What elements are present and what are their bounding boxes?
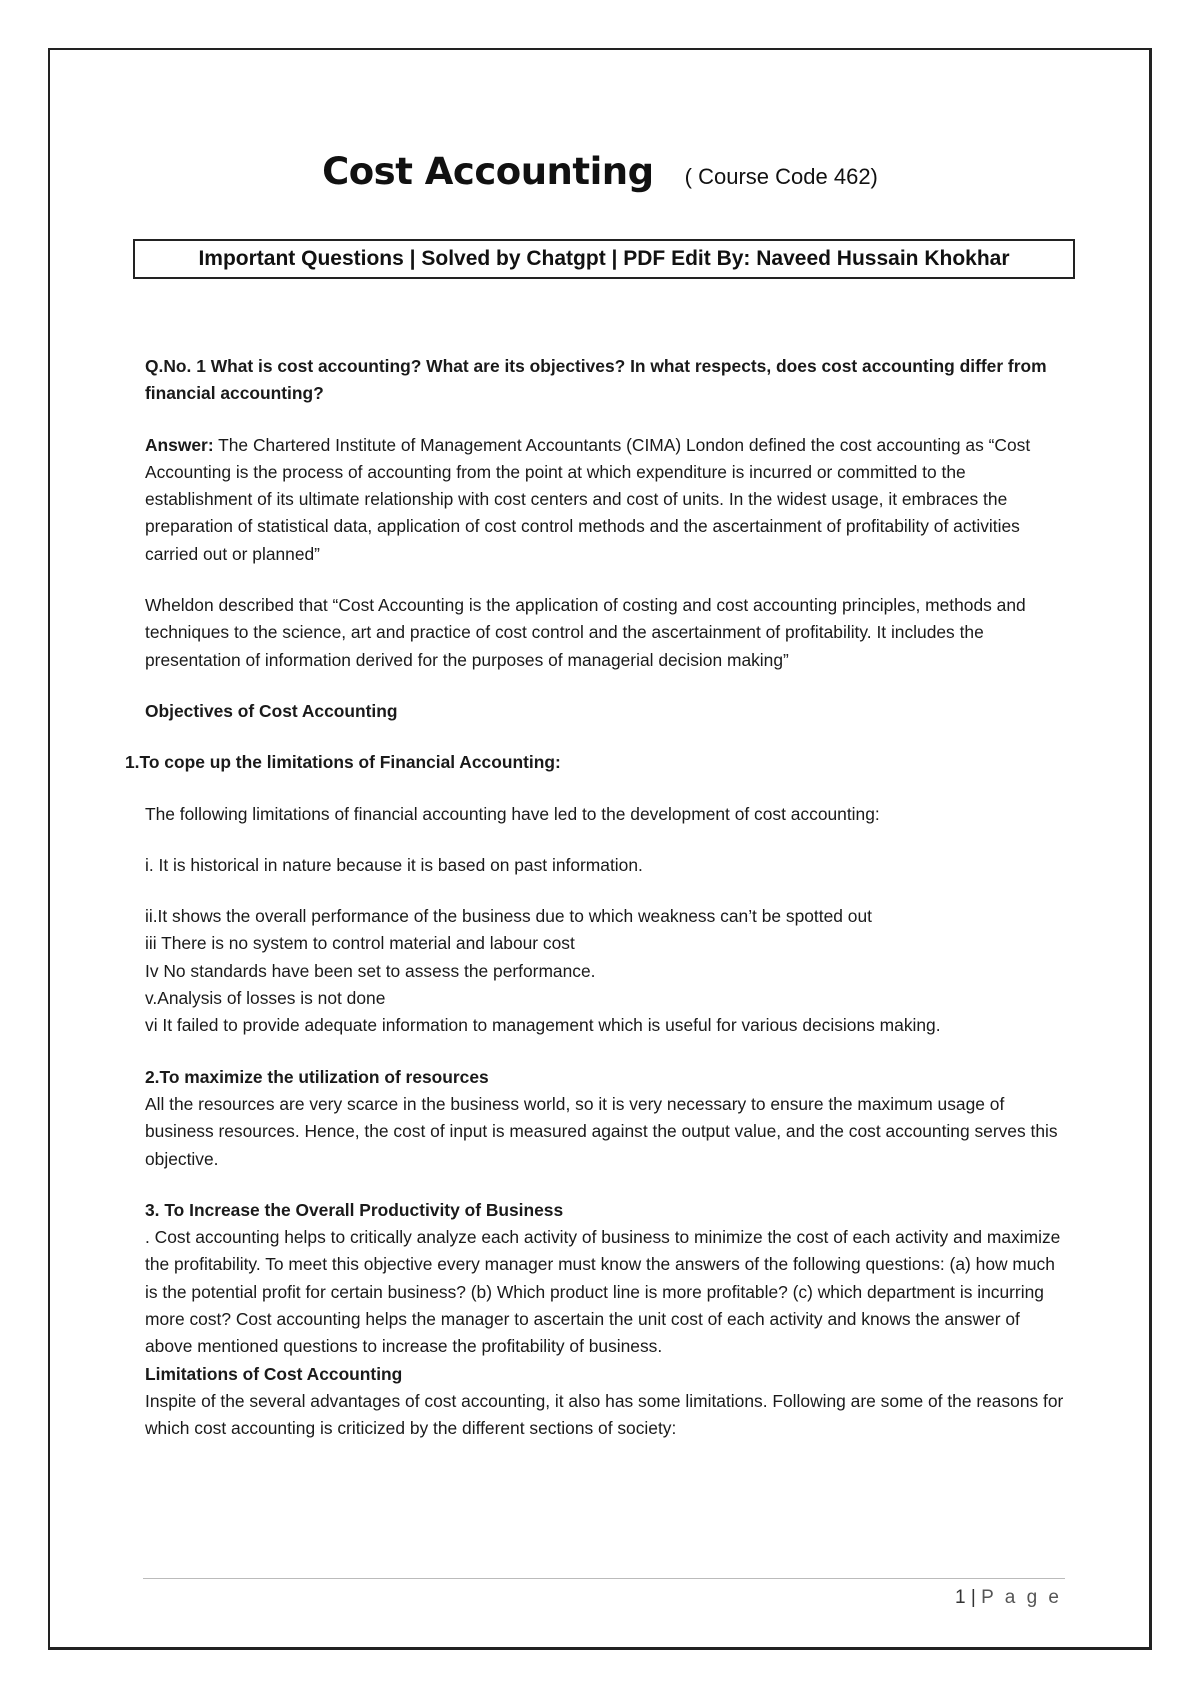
objectives-heading: Objectives of Cost Accounting — [145, 700, 398, 721]
objective-3-heading: 3. To Increase the Overall Productivity of Business — [145, 1199, 564, 1220]
limitation-item: Iv No standards have been set to assess the performance. — [145, 960, 596, 981]
document-title: Cost Accounting — [322, 150, 654, 193]
limitation-item: iii There is no system to control material and labour cost — [145, 933, 575, 954]
info-banner: Important Questions | Solved by Chatgpt | PDF Edit By: Naveed Hussain Khokhar — [133, 239, 1075, 279]
course-code: ( Course Code 462) — [684, 164, 878, 189]
objective-1-intro: The following limitations of financial accounting have led to the development of cost accounting: — [145, 803, 880, 824]
objective-1-heading: 1.To cope up the limitations of Financial Accounting: — [125, 752, 561, 773]
page-footer — [955, 1587, 1062, 1609]
answer-label: Answer: — [145, 434, 214, 455]
limitations-text: Inspite of the several advantages of cost accounting, it also has some limitations. Following are some of the reasons for which cost accounting is criticized by the different sections of society: — [145, 1390, 1064, 1439]
limitation-item: ii.It shows the overall performance of the business due to which weakness can’t be spotted out — [145, 906, 872, 927]
document-body — [125, 353, 1065, 1443]
footer-divider — [143, 1578, 1065, 1579]
document-title-row — [0, 150, 1200, 193]
wheldon-paragraph: Wheldon described that “Cost Accounting is the application of costing and cost accounting principles, methods and techniques to the science, art and practice of cost control and the ascertainment of profitability. It includes the presentation of information derived for the purposes of managerial decision making” — [145, 595, 1026, 670]
objective-3-text: . Cost accounting helps to critically analyze each activity of business to minimize the cost of each activity and maximize the profitability. To meet this objective every manager must know the answers of the following questions: (a) how much is the potential profit for certain business? (b) Which product line is more profitable? (c) which department is incurring more cost? Cost accounting helps the manager to ascertain the unit cost of each activity and knows the answer of above mentioned questions to increase the profitability of business. — [145, 1227, 1061, 1357]
limitations-heading: Limitations of Cost Accounting — [145, 1363, 403, 1384]
answer-paragraph — [145, 432, 1065, 568]
page-number: 1 — [955, 1587, 966, 1608]
objective-2-text: All the resources are very scarce in the business world, so it is very necessary to ensure the maximum usage of business resources. Hence, the cost of input is measured against the output value, and the cost accounting serves this objective. — [145, 1093, 1058, 1169]
limitation-item: vi It failed to provide adequate information to management which is useful for various decisions making. — [145, 1015, 941, 1036]
page-label: P a g e — [981, 1587, 1062, 1608]
limitation-item: i. It is historical in nature because it is based on past information. — [145, 854, 643, 875]
limitation-item: v.Analysis of losses is not done — [145, 988, 386, 1009]
objective-2-heading: 2.To maximize the utilization of resources — [145, 1066, 489, 1087]
page-separator: | — [970, 1587, 976, 1608]
answer-text: The Chartered Institute of Management Accountants (CIMA) London defined the cost accounting as “Cost Accounting is the process of accounting from the point at which expenditure is incurred or committed to the establishment of its ultimate relationship with cost centers and cost of units. In the widest usage, it embraces the preparation of statistical data, application of cost control methods and the ascertainment of profitability of activities carried out or planned” — [145, 434, 1031, 564]
question-heading: Q.No. 1 What is cost accounting? What are its objectives? In what respects, does cost accounting differ from financial accounting? — [145, 356, 1047, 404]
